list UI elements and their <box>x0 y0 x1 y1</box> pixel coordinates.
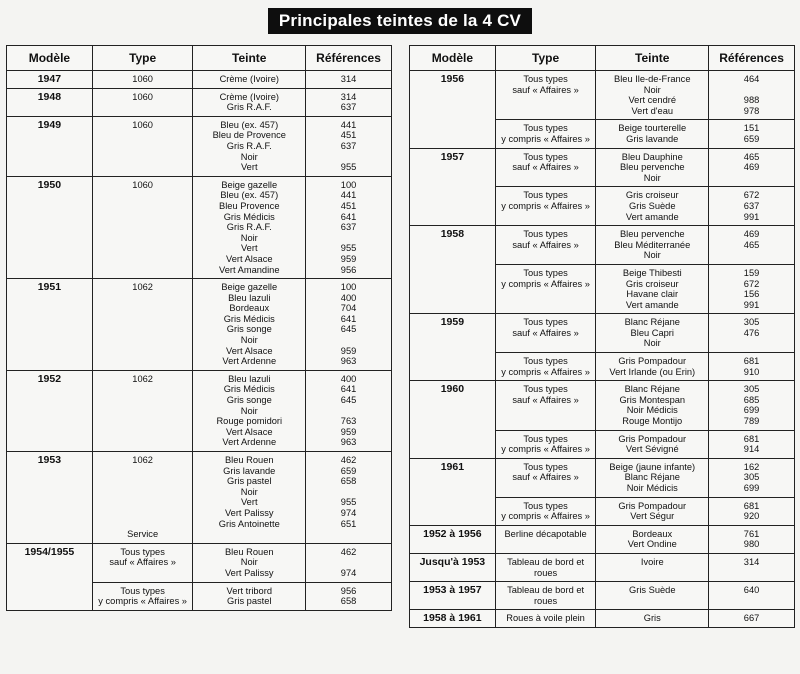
teinte-cell: Beige (jaune infante) Blanc Réjane Noir Médicis <box>596 458 709 497</box>
teinte-cell: Gris Pompadour Vert Sévigné <box>596 430 709 458</box>
teinte-cell: Blanc Réjane Gris Montespan Noir Médicis Rouge Montijo <box>596 381 709 430</box>
refs-cell: 441 451 637 955 <box>306 116 392 176</box>
refs-cell: 462 659 658 955 974 651 <box>306 452 392 544</box>
model-cell: 1958 <box>410 226 496 314</box>
refs-cell: 314 <box>306 71 392 89</box>
type-cell: 1062 <box>92 279 193 371</box>
type-cell: 1062 <box>92 370 193 451</box>
model-cell: 1960 <box>410 381 496 459</box>
table-row <box>7 71 392 89</box>
model-cell: 1953 <box>7 452 93 544</box>
teinte-cell: Gris croiseur Gris Suède Vert amande <box>596 187 709 226</box>
table-header-row <box>410 46 795 71</box>
model-cell: 1952 <box>7 370 93 451</box>
table-row <box>410 314 795 353</box>
table-row <box>410 553 795 581</box>
refs-cell: 672 637 991 <box>709 187 795 226</box>
model-cell: 1956 <box>410 71 496 149</box>
teinte-cell: Bordeaux Vert Ondine <box>596 525 709 553</box>
teinte-cell: Bleu Ile-de-France Noir Vert cendré Vert d'eau <box>596 71 709 120</box>
type-cell: Tableau de bord et roues <box>495 582 596 610</box>
type-cell: Berline décapotable <box>495 525 596 553</box>
model-cell: 1948 <box>7 88 93 116</box>
table-header-row <box>7 46 392 71</box>
header-teinte: Teinte <box>193 46 306 71</box>
type-cell: 1062 Service <box>92 452 193 544</box>
teinte-cell: Bleu pervenche Bleu Méditerranée Noir <box>596 226 709 265</box>
table-row <box>7 370 392 451</box>
table-row <box>7 279 392 371</box>
model-cell: 1953 à 1957 <box>410 582 496 610</box>
type-cell: Tous types y compris « Affaires » <box>92 582 193 610</box>
teinte-cell: Ivoire <box>596 553 709 581</box>
refs-cell: 305 685 699 789 <box>709 381 795 430</box>
model-cell: 1952 à 1956 <box>410 525 496 553</box>
refs-cell: 314 <box>709 553 795 581</box>
type-cell: Tous types sauf « Affaires » <box>495 148 596 187</box>
type-cell: 1060 <box>92 71 193 89</box>
type-cell: Tous types sauf « Affaires » <box>495 314 596 353</box>
type-cell: 1060 <box>92 88 193 116</box>
type-cell: 1060 <box>92 176 193 278</box>
refs-cell: 462 974 <box>306 543 392 582</box>
table-row <box>7 116 392 176</box>
type-cell: Tous types y compris « Affaires » <box>495 120 596 148</box>
table-row <box>410 610 795 628</box>
teinte-cell: Bleu (ex. 457) Bleu de Provence Gris R.A.F. Noir Vert <box>193 116 306 176</box>
refs-cell: 469 465 <box>709 226 795 265</box>
type-cell: Tableau de bord et roues <box>495 553 596 581</box>
model-cell: 1961 <box>410 458 496 525</box>
refs-cell: 314 637 <box>306 88 392 116</box>
refs-cell: 464 988 978 <box>709 71 795 120</box>
refs-cell: 761 980 <box>709 525 795 553</box>
teinte-cell: Crème (Ivoire) Gris R.A.F. <box>193 88 306 116</box>
teinte-cell: Beige tourterelle Gris lavande <box>596 120 709 148</box>
teinte-cell: Gris Suède <box>596 582 709 610</box>
header-refs: Références <box>306 46 392 71</box>
table-row <box>410 148 795 187</box>
refs-cell: 956 658 <box>306 582 392 610</box>
model-cell: 1951 <box>7 279 93 371</box>
type-cell: Tous types y compris « Affaires » <box>495 430 596 458</box>
table-row <box>410 226 795 265</box>
refs-cell: 305 476 <box>709 314 795 353</box>
table-row <box>7 543 392 582</box>
table-row <box>7 88 392 116</box>
refs-cell: 159 672 156 991 <box>709 264 795 313</box>
header-refs: Références <box>709 46 795 71</box>
colors-table-right <box>409 45 795 628</box>
teinte-cell: Bleu Dauphine Bleu pervenche Noir <box>596 148 709 187</box>
refs-cell: 681 910 <box>709 353 795 381</box>
type-cell: Tous types sauf « Affaires » <box>495 458 596 497</box>
teinte-cell: Gris Pompadour Vert Ségur <box>596 497 709 525</box>
type-cell: Tous types sauf « Affaires » <box>92 543 193 582</box>
type-cell: Tous types y compris « Affaires » <box>495 497 596 525</box>
refs-cell: 465 469 <box>709 148 795 187</box>
type-cell: Roues à voile plein <box>495 610 596 628</box>
model-cell: 1947 <box>7 71 93 89</box>
teinte-cell: Bleu Rouen Gris lavande Gris pastel Noir Vert Vert Palissy Gris Antoinette <box>193 452 306 544</box>
refs-cell: 151 659 <box>709 120 795 148</box>
refs-cell: 100 441 451 641 637 955 959 956 <box>306 176 392 278</box>
teinte-cell: Vert tribord Gris pastel <box>193 582 306 610</box>
table-row <box>410 71 795 120</box>
teinte-cell: Bleu lazuli Gris Médicis Gris songe Noir Rouge pomidori Vert Alsace Vert Ardenne <box>193 370 306 451</box>
model-cell: 1959 <box>410 314 496 381</box>
model-cell: 1950 <box>7 176 93 278</box>
teinte-cell: Beige gazelle Bleu lazuli Bordeaux Gris Médicis Gris songe Noir Vert Alsace Vert Ardenne <box>193 279 306 371</box>
type-cell: Tous types y compris « Affaires » <box>495 187 596 226</box>
table-row <box>410 582 795 610</box>
teinte-cell: Crème (Ivoire) <box>193 71 306 89</box>
type-cell: 1060 <box>92 116 193 176</box>
refs-cell: 640 <box>709 582 795 610</box>
refs-cell: 681 914 <box>709 430 795 458</box>
model-cell: 1954/1955 <box>7 543 93 610</box>
teinte-cell: Beige Thibesti Gris croiseur Havane clair Vert amande <box>596 264 709 313</box>
type-cell: Tous types y compris « Affaires » <box>495 264 596 313</box>
table-row <box>410 458 795 497</box>
model-cell: 1949 <box>7 116 93 176</box>
header-type: Type <box>92 46 193 71</box>
refs-cell: 100 400 704 641 645 959 963 <box>306 279 392 371</box>
table-row <box>410 381 795 430</box>
header-model: Modèle <box>410 46 496 71</box>
type-cell: Tous types sauf « Affaires » <box>495 226 596 265</box>
table-row <box>410 525 795 553</box>
type-cell: Tous types y compris « Affaires » <box>495 353 596 381</box>
table-row <box>7 176 392 278</box>
table-row <box>7 452 392 544</box>
header-model: Modèle <box>7 46 93 71</box>
model-cell: 1957 <box>410 148 496 226</box>
header-type: Type <box>495 46 596 71</box>
teinte-cell: Gris <box>596 610 709 628</box>
page-title: Principales teintes de la 4 CV <box>268 8 532 34</box>
header-teinte: Teinte <box>596 46 709 71</box>
type-cell: Tous types sauf « Affaires » <box>495 71 596 120</box>
type-cell: Tous types sauf « Affaires » <box>495 381 596 430</box>
model-cell: 1958 à 1961 <box>410 610 496 628</box>
refs-cell: 162 305 699 <box>709 458 795 497</box>
teinte-cell: Blanc Réjane Bleu Capri Noir <box>596 314 709 353</box>
model-cell: Jusqu'à 1953 <box>410 553 496 581</box>
colors-table-left <box>6 45 392 611</box>
teinte-cell: Beige gazelle Bleu (ex. 457) Bleu Provence Gris Médicis Gris R.A.F. Noir Vert Vert Alsace Vert Amandine <box>193 176 306 278</box>
teinte-cell: Gris Pompadour Vert Irlande (ou Erin) <box>596 353 709 381</box>
refs-cell: 667 <box>709 610 795 628</box>
teinte-cell: Bleu Rouen Noir Vert Palissy <box>193 543 306 582</box>
refs-cell: 400 641 645 763 959 963 <box>306 370 392 451</box>
refs-cell: 681 920 <box>709 497 795 525</box>
